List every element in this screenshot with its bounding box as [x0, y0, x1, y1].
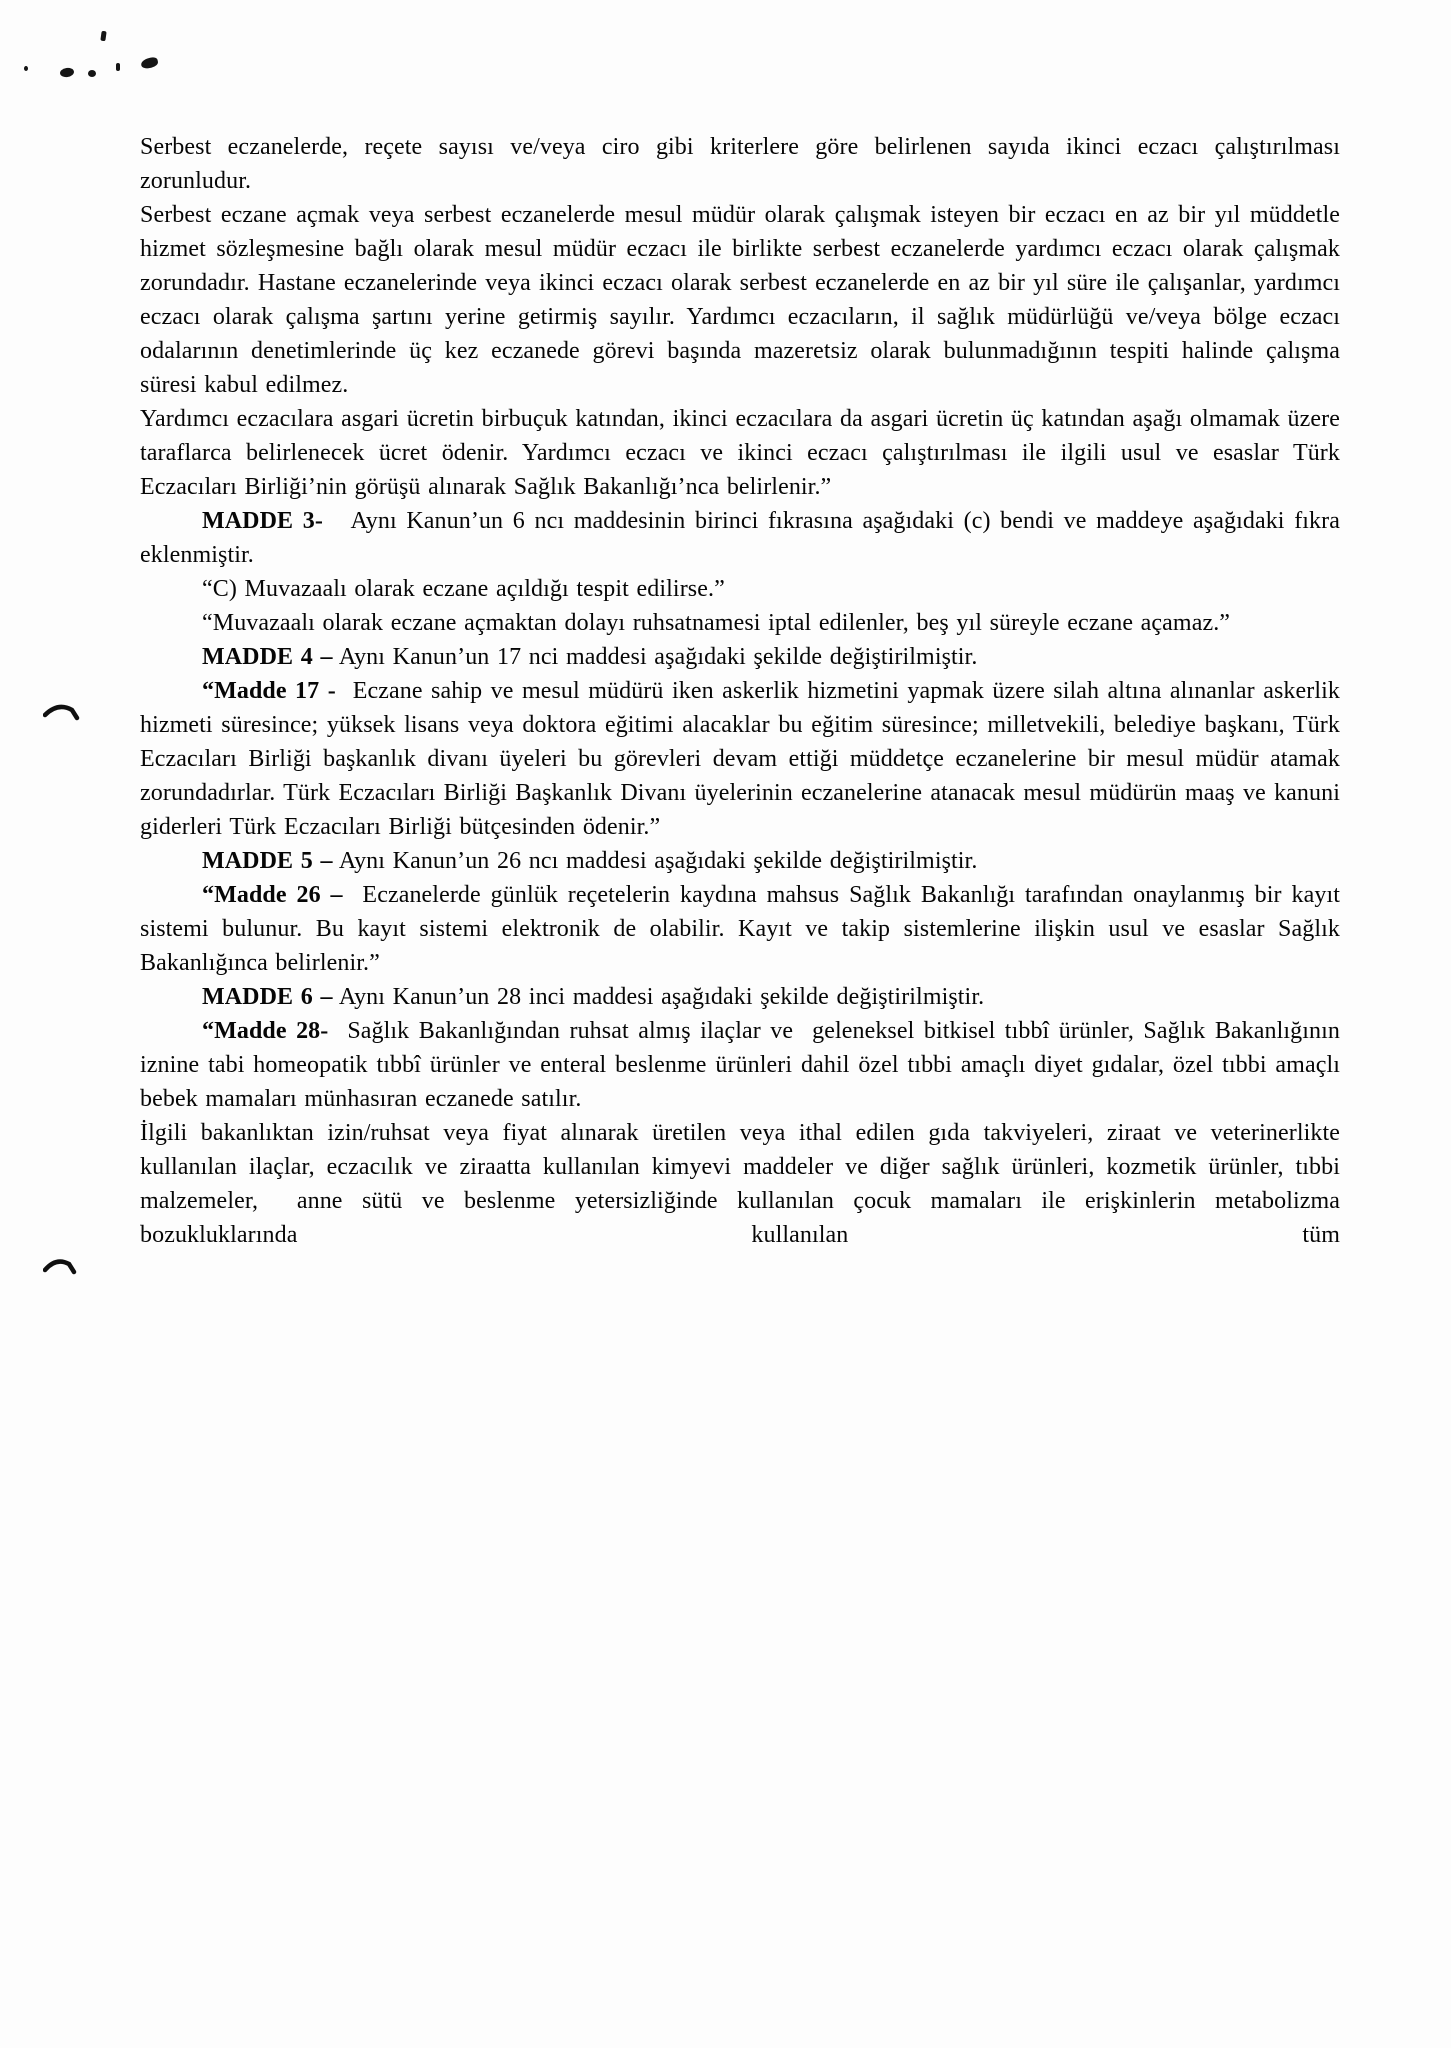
- para-yardimci-eczaci-sarti: [140, 198, 1340, 402]
- fikra-muvazaa: [140, 606, 1340, 640]
- ink-speck: [140, 56, 159, 69]
- madde-label: MADDE 3-: [202, 508, 323, 534]
- document-body: [140, 130, 1340, 1252]
- madde-label: “Madde 28-: [202, 1018, 329, 1044]
- ink-speck: [100, 31, 106, 42]
- para-ucretler: [140, 402, 1340, 504]
- paragraph-text: Aynı Kanun’un 6 ncı maddesinin birinci fıkrasına aşağıdaki (c) bendi ve maddeye aşağıdaki fıkra eklenmiştir.: [140, 508, 1341, 568]
- paragraph-text: Eczane sahip ve mesul müdürü iken askerlik hizmetini yapmak üzere silah altına alınanlar askerlik hizmeti süresince; yüksek lisans veya doktora eğitimi alacaklar bu eğitim süresince; milletvekili, belediye başkanı, Türk Eczacıları Birliği başkanlık divanı üyeleri bu görevleri devam ettiği müddetçe eczanelerine bir mesul müdür atamak zorundadırlar. Türk Eczacıları Birliği Başkanlık Divanı üyelerinin eczanelerine atanacak mesul müdürün maaş ve kanuni giderleri Türk Eczacıları Birliği bütçesinden ödenir.”: [140, 678, 1340, 840]
- paragraph-text: “Muvazaalı olarak eczane açmaktan dolayı ruhsatnamesi iptal edilenler, beş yıl süreyle eczane açamaz.”: [202, 610, 1231, 636]
- ink-speck: [88, 70, 96, 77]
- paragraph-text: Eczanelerde günlük reçetelerin kaydına mahsus Sağlık Bakanlığı tarafından onaylanmış bir kayıt sistemi bulunur. Bu kayıt sistemi elektronik de olabilir. Kayıt ve takip sistemlerine ilişkin usul ve esaslar Sağlık Bakanlığınca belirlenir.”: [140, 882, 1340, 976]
- paragraph-text: Aynı Kanun’un 26 ncı maddesi aşağıdaki şekilde değiştirilmiştir.: [332, 848, 978, 874]
- paragraph-text: Aynı Kanun’un 28 inci maddesi aşağıdaki şekilde değiştirilmiştir.: [332, 984, 985, 1010]
- madde-label: MADDE 5 –: [202, 848, 333, 874]
- paragraph-text: Serbest eczanelerde, reçete sayısı ve/veya ciro gibi kriterlere göre belirlenen sayıda ikinci eczacı çalıştırılması zorunludur.: [140, 134, 1340, 194]
- ink-speck: [24, 66, 28, 71]
- madde-label: MADDE 4 –: [202, 644, 333, 670]
- paragraph-text: Sağlık Bakanlığından ruhsat almış ilaçlar ve geleneksel bitkisel tıbbî ürünler, Sağlık Bakanlığının iznine tabi homeopatik tıbbî ürünler ve enteral beslenme ürünleri dahil özel tıbbi amaçlı diyet gıdalar, özel tıbbi amaçlı bebek mamaları münhasıran eczanede satılır.: [140, 1018, 1340, 1112]
- paragraph-text: İlgili bakanlıktan izin/ruhsat veya fiyat alınarak üretilen veya ithal edilen gıda takviyeleri, ziraat ve veterinerlikte kullanılan ilaçlar, eczacılık ve ziraatta kullanılan kimyevi maddeler ve diğer sağlık ürünleri, kozmetik ürünler, tıbbi malzemeler, anne sütü ve beslenme yetersizliğinde kullanılan çocuk mamaları ile erişkinlerin metabolizma bozukluklarında kullanılan tüm: [140, 1120, 1340, 1248]
- madde-17-metin: [140, 674, 1340, 844]
- ink-speck: [59, 67, 74, 78]
- para-gida-takviyeleri: [140, 1116, 1340, 1252]
- madde-3: [140, 504, 1340, 572]
- madde-4: [140, 640, 1340, 674]
- margin-arc-mark: [43, 1255, 81, 1275]
- madde-28-metin: [140, 1014, 1340, 1116]
- ink-speck: [116, 63, 120, 71]
- madde-5: [140, 844, 1340, 878]
- madde-label: MADDE 6 –: [202, 984, 333, 1010]
- paragraph-text: Serbest eczane açmak veya serbest eczanelerde mesul müdür olarak çalışmak isteyen bir eczacı en az bir yıl müddetle hizmet sözleşmesine bağlı olarak mesul müdür eczacı ile birlikte serbest eczanelerde yardımcı eczacı olarak çalışmak zorundadır. Hastane eczanelerinde veya ikinci eczacı olarak serbest eczanelerde en az bir yıl süre ile çalışanlar, yardımcı eczacı olarak çalışma şartını yerine getirmiş sayılır. Yardımcı eczacıların, il sağlık müdürlüğü ve/veya bölge eczacı odalarının denetimlerinde üç kez eczanede görevi başında mazeretsiz olarak bulunmadığının tespiti halinde çalışma süresi kabul edilmez.: [140, 202, 1340, 398]
- paragraph-text: Aynı Kanun’un 17 nci maddesi aşağıdaki şekilde değiştirilmiştir.: [332, 644, 978, 670]
- madde-label: “Madde 26 –: [202, 882, 343, 908]
- margin-arc-mark: [43, 701, 81, 721]
- paragraph-text: “C) Muvazaalı olarak eczane açıldığı tespit edilirse.”: [202, 576, 725, 602]
- bent-c: [140, 572, 1340, 606]
- para-ikinci-eczaci: [140, 130, 1340, 198]
- madde-6: [140, 980, 1340, 1014]
- paragraph-text: Yardımcı eczacılara asgari ücretin birbuçuk katından, ikinci eczacılara da asgari ücretin üç katından aşağı olmamak üzere taraflarca belirlenecek ücret ödenir. Yardımcı eczacı ve ikinci eczacı çalıştırılması ile ilgili usul ve esaslar Türk Eczacıları Birliği’nin görüşü alınarak Sağlık Bakanlığı’nca belirlenir.”: [140, 406, 1340, 500]
- madde-26-metin: [140, 878, 1340, 980]
- madde-label: “Madde 17 -: [202, 678, 336, 704]
